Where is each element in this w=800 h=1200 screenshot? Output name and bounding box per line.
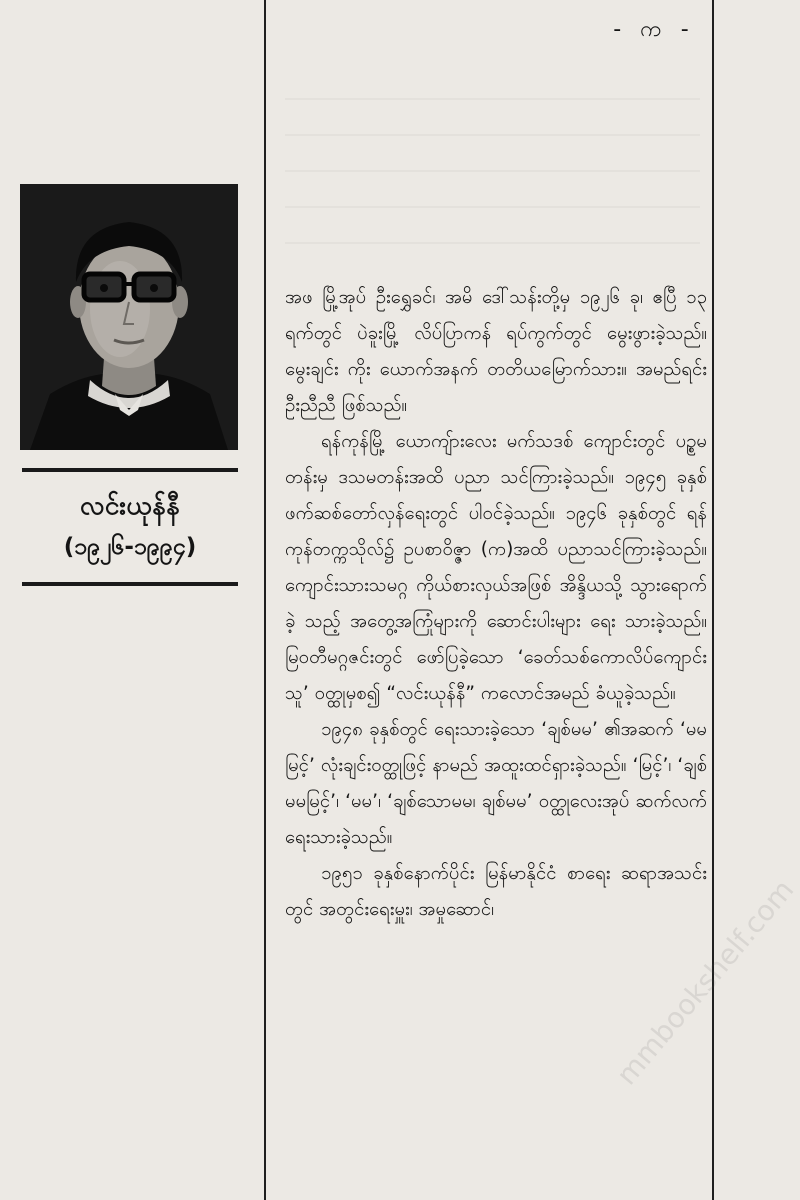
watermark: mmbookshelf.com bbox=[610, 873, 800, 1092]
biography-text bbox=[285, 280, 707, 928]
page-number: - က - bbox=[613, 17, 695, 42]
author-portrait-graphic bbox=[20, 184, 238, 450]
paragraph: ၁၉၄၈ ခုနှစ်တွင် ရေးသားခဲ့သော ‘ချစ်မမ’ ၏အဆက် ‘မမမြင့်’ လုံးချင်းဝတ္ထုဖြင့် နာမည် အထူးထင်ရှားခဲ့သည်။ ‘မြင့်’၊ ‘ချစ်မမမြင့်’၊ ‘မမ’၊ ‘ချစ်သောမမ၊ ချစ်မမ’ ဝတ္ထုလေးအုပ် ဆက်လက် ရေးသားခဲ့သည်။ bbox=[285, 719, 707, 848]
author-portrait bbox=[20, 184, 238, 450]
column-divider bbox=[264, 0, 266, 1200]
paragraph: အဖ မြို့အုပ် ဦးရွှေခင်၊ အမိ ဒေါ်သန်းတို့မှ ၁၉၂၆ ခု၊ ဧပြီ ၁၃ ရက်တွင် ပဲခူးမြို့ လိပ်ပြာကန် ရပ်ကွက်တွင် မွေးဖွားခဲ့သည်။ မွေးချင်း ကိုး ယောက်အနက် တတိယမြောက်သား။ အမည်ရင်း ဦးညီညီ ဖြစ်သည်။ bbox=[285, 287, 707, 416]
name-rule-bottom bbox=[22, 582, 238, 586]
name-rule-top bbox=[22, 468, 238, 472]
faint-bleed-through bbox=[285, 70, 700, 260]
page-edge-line bbox=[712, 0, 714, 1200]
paragraph: ၁၉၅၁ ခုနှစ်နောက်ပိုင်း မြန်မာနိုင်ငံ စာရေး ဆရာအသင်းတွင် အတွင်းရေးမှူး၊ အမှုဆောင်၊ bbox=[285, 863, 707, 920]
author-years: (၁၉၂၆-၁၉၉၄) bbox=[63, 534, 197, 560]
paragraph: ရန်ကုန်မြို့ ယောကျ်ားလေး မက်သဒစ် ကျောင်းတွင် ပဉ္စမတန်းမှ ဒသမတန်းအထိ ပညာ သင်ကြားခဲ့သည်။ ၁၉၄၅ ခုနှစ် ဖက်ဆစ်တော်လှန်ရေးတွင် ပါဝင်ခဲ့သည်။ ၁၉၄၆ ခုနှစ်တွင် ရန်ကုန်တက္ကသိုလ်၌ ဥပစာဝိဇ္ဇာ (က)အထိ ပညာသင်ကြားခဲ့သည်။ ကျောင်းသားသမဂ္ဂ ကိုယ်စားလှယ်အဖြစ် အိန္ဒိယသို့ သွားရောက်ခဲ့ သည့် အတွေ့အကြုံများကို ဆောင်းပါးများ ရေး သားခဲ့သည်။ မြဝတီမဂ္ဂဇင်းတွင် ဖော်ပြခဲ့သော ‘ခေတ်သစ်ကောလိပ်ကျောင်းသူ’ ဝတ္ထုမှစ၍ “လင်းယုန်နီ” ကလောင်အမည် ခံယူခဲ့သည်။ bbox=[285, 431, 707, 704]
author-name: လင်းယုန်နီ bbox=[79, 491, 181, 521]
